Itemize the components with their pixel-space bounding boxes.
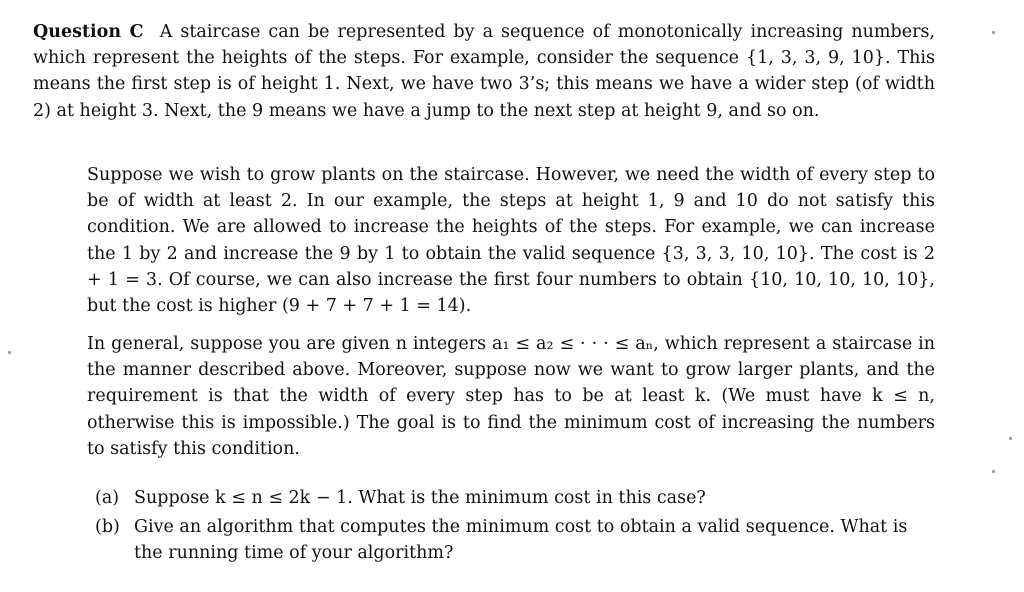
part-a-text: Suppose k ≤ n ≤ 2k − 1. What is the minimum cost in this case? (134, 488, 706, 508)
scan-speck (1009, 437, 1012, 440)
question-parts-list (95, 485, 935, 570)
question-paragraph-2: Suppose we wish to grow plants on the staircase. However, we need the width of every step to be of width at least 2. In our example, the steps at height 1, 9 and 10 do not satisfy this condition. We are allowed to increase the heights of the steps. For example, we can increase the 1 by 2 and increase the 9 by 1 to obtain the valid sequence {3, 3, 3, 10, 10}. The cost is 2 + 1 = 3. Of course, we can also increase the first four numbers to obtain {10, 10, 10, 10, 10}, but the cost is higher (9 + 7 + 7 + 1 = 14). (87, 165, 935, 317)
paragraph-1-text: A staircase can be represented by a sequence of monotonically increasing numbers, which represent the heights of the steps. For example, consider the sequence {1, 3, 3, 9, 10}. This means the first step is of height 1. Next, we have two 3’s; this means we have a wider step (of width 2) at height 3. Next, the 9 means we have a jump to the next step at height 9, and so on. (33, 22, 935, 121)
list-item (95, 485, 935, 511)
part-a-label: (a) (95, 488, 120, 508)
scan-speck (992, 31, 995, 34)
part-b-text: Give an algorithm that computes the minimum cost to obtain a valid sequence. What is the running time of your algorithm? (134, 517, 908, 564)
question-label: Question C (33, 22, 144, 42)
list-item (95, 514, 935, 566)
part-b-label: (b) (95, 517, 120, 538)
question-paragraph-1 (33, 19, 935, 124)
question-paragraph-3: In general, suppose you are given n integers a₁ ≤ a₂ ≤ · · · ≤ aₙ, which represent a staircase in the manner described above. Moreover, suppose now we want to grow larger plants, and the requirement is that the width of every step has to be at least k. (We must have k ≤ n, otherwise this is impossible.) The goal is to find the minimum cost of increasing the numbers to satisfy this condition. (87, 334, 935, 459)
scan-speck (992, 470, 995, 473)
scan-speck (8, 351, 11, 354)
